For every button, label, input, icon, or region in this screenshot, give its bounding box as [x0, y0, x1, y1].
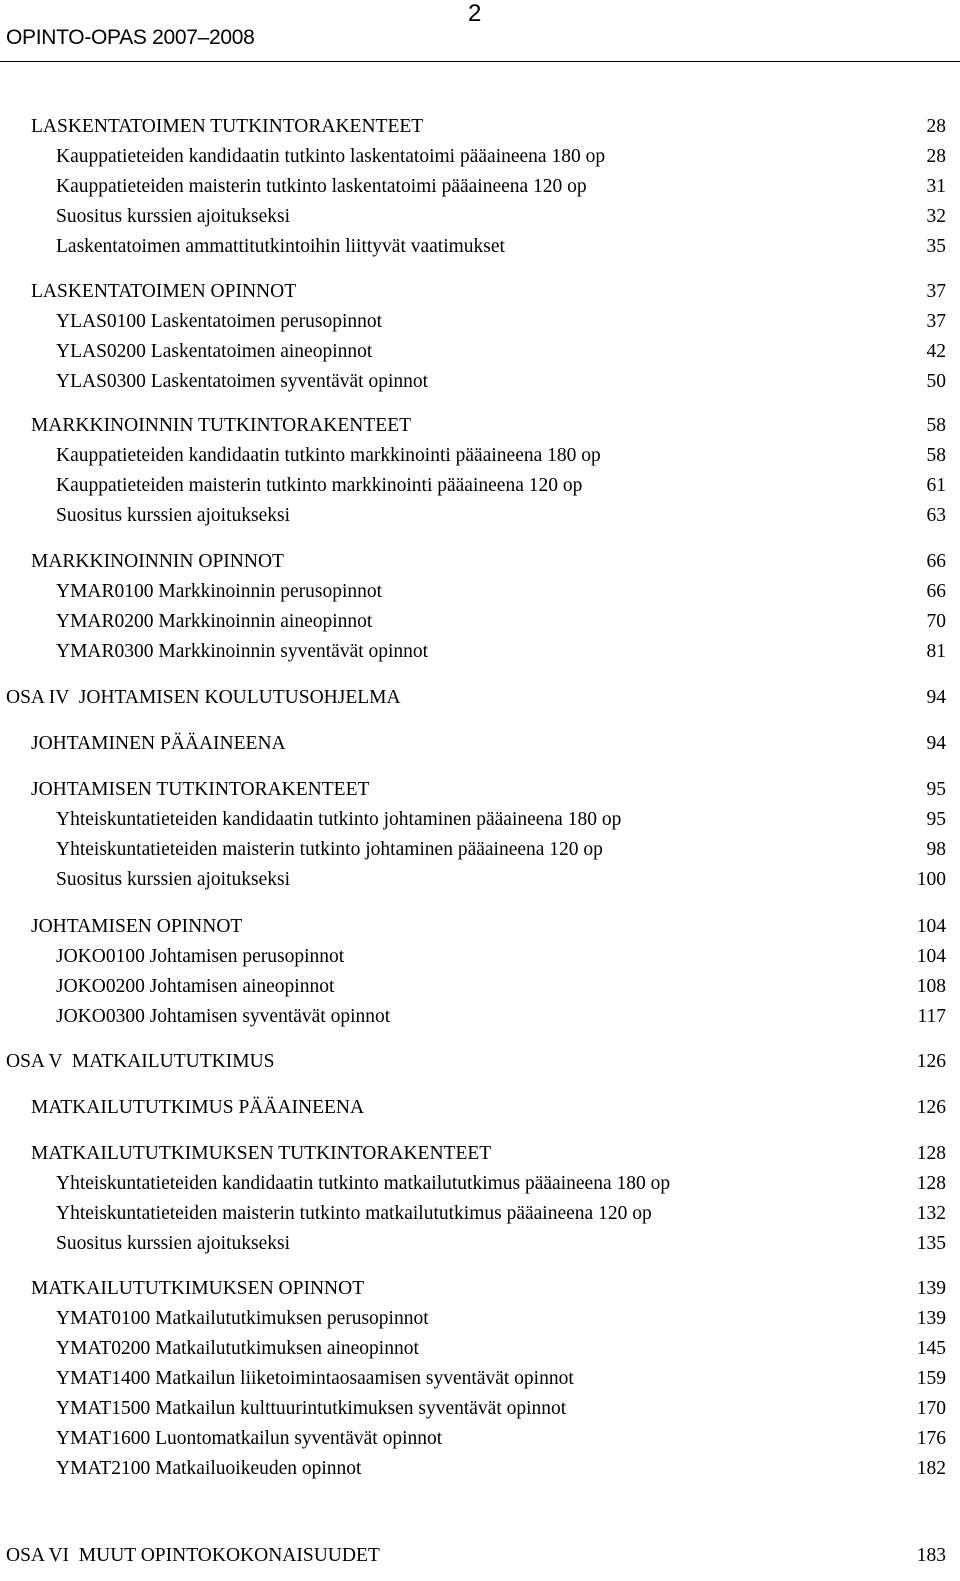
toc-entry-page: 28: [926, 146, 946, 167]
toc-entry-page: 139: [916, 1308, 946, 1329]
toc-entry[interactable]: [0, 1199, 960, 1229]
toc-entry-page: 66: [926, 581, 946, 602]
toc-entry-page: 66: [926, 551, 946, 572]
toc-entry-title: MARKKINOINNIN OPINNOT: [31, 551, 284, 572]
toc-entry-page: 183: [916, 1545, 946, 1566]
toc-entry-page: 95: [926, 779, 946, 800]
toc-entry[interactable]: [0, 411, 960, 441]
toc-entry-page: 182: [916, 1458, 946, 1479]
toc-entry-page: 32: [926, 206, 946, 227]
toc-entry[interactable]: [0, 471, 960, 501]
toc-entry-title: YMAT1500 Matkailun kulttuurintutkimuksen syventävät opinnot: [56, 1398, 567, 1419]
toc-entry-title: Yhteiskuntatieteiden kandidaatin tutkinto johtaminen pääaineena 180 op: [56, 809, 622, 830]
toc-entry-title: LASKENTATOIMEN OPINNOT: [31, 281, 297, 302]
toc-entry[interactable]: [0, 775, 960, 805]
toc-entry-title: Kauppatieteiden kandidaatin tutkinto laskentatoimi pääaineena 180 op: [56, 146, 606, 167]
toc-entry-title: YMAT1600 Luontomatkailun syventävät opinnot: [56, 1428, 443, 1449]
toc-entry-title: Yhteiskuntatieteiden kandidaatin tutkinto matkailututkimus pääaineena 180 op: [56, 1173, 671, 1194]
toc-entry-page: 108: [916, 976, 946, 997]
toc-entry[interactable]: [0, 1424, 960, 1454]
toc-entry[interactable]: [0, 1454, 960, 1484]
toc-entry-page: 128: [916, 1143, 946, 1164]
toc-entry[interactable]: [0, 1229, 960, 1259]
toc-entry-title: YMAT1400 Matkailun liiketoimintaosaamisen syventävät opinnot: [56, 1368, 574, 1389]
toc-entry-title: MATKAILUTUTKIMUS PÄÄAINEENA: [31, 1097, 365, 1118]
toc-entry[interactable]: [0, 1304, 960, 1334]
toc-entry-title: YLAS0300 Laskentatoimen syventävät opinnot: [56, 371, 429, 392]
toc-entry[interactable]: [0, 805, 960, 835]
toc-entry-title: YMAR0100 Markkinoinnin perusopinnot: [56, 581, 383, 602]
toc-entry-page: 70: [926, 611, 946, 632]
toc-entry-page: 159: [916, 1368, 946, 1389]
toc-entry[interactable]: [0, 1334, 960, 1364]
toc-entry-title: JOKO0200 Johtamisen aineopinnot: [56, 976, 335, 997]
toc-entry-page: 117: [917, 1006, 946, 1027]
toc-entry-title: Suositus kurssien ajoitukseksi: [56, 206, 291, 227]
toc-entry-page: 95: [926, 809, 946, 830]
toc-entry[interactable]: [0, 729, 960, 759]
toc-entry[interactable]: [0, 501, 960, 531]
toc-entry-page: 176: [916, 1428, 946, 1449]
toc-entry-title: MATKAILUTUTKIMUKSEN TUTKINTORAKENTEET: [31, 1143, 492, 1164]
toc-entry[interactable]: [0, 172, 960, 202]
toc-entry-page: 128: [916, 1173, 946, 1194]
toc-entry-page: 94: [926, 687, 946, 708]
toc-entry-title: YLAS0200 Laskentatoimen aineopinnot: [56, 341, 373, 362]
toc-entry-title: JOKO0300 Johtamisen syventävät opinnot: [56, 1006, 391, 1027]
toc-entry[interactable]: [0, 337, 960, 367]
toc-entry-page: 58: [926, 415, 946, 436]
toc-entry-page: 104: [916, 946, 946, 967]
toc-entry-title: Yhteiskuntatieteiden maisterin tutkinto johtaminen pääaineena 120 op: [56, 839, 603, 860]
toc-entry-title: OSA V MATKAILUTUTKIMUS: [6, 1051, 275, 1072]
toc-entry[interactable]: [0, 142, 960, 172]
toc-entry[interactable]: [0, 972, 960, 1002]
toc-entry-title: LASKENTATOIMEN TUTKINTORAKENTEET: [31, 116, 424, 137]
toc-entry-page: 35: [926, 236, 946, 257]
toc-entry[interactable]: [0, 1169, 960, 1199]
toc-entry[interactable]: [0, 1093, 960, 1123]
toc-entry-title: Yhteiskuntatieteiden maisterin tutkinto matkailututkimus pääaineena 120 op: [56, 1203, 652, 1224]
toc-entry[interactable]: [0, 942, 960, 972]
toc-entry[interactable]: [0, 202, 960, 232]
toc-entry-page: 81: [926, 641, 946, 662]
toc-entry-page: 31: [926, 176, 946, 197]
toc-entry[interactable]: [0, 307, 960, 337]
toc-entry[interactable]: [0, 277, 960, 307]
toc-entry[interactable]: [0, 1139, 960, 1169]
toc-entry[interactable]: [0, 912, 960, 942]
toc-entry[interactable]: [0, 441, 960, 471]
toc-entry[interactable]: [0, 112, 960, 142]
toc-entry-title: MARKKINOINNIN TUTKINTORAKENTEET: [31, 415, 412, 436]
toc-entry[interactable]: [0, 1394, 960, 1424]
toc-entry[interactable]: [0, 865, 960, 895]
toc-entry-title: JOKO0100 Johtamisen perusopinnot: [56, 946, 345, 967]
toc-entry-title: Suositus kurssien ajoitukseksi: [56, 1233, 291, 1254]
toc-entry-page: 100: [916, 869, 946, 890]
toc-entry[interactable]: [0, 577, 960, 607]
toc-entry[interactable]: [0, 637, 960, 667]
toc-entry[interactable]: [0, 1047, 960, 1077]
header-title: OPINTO-OPAS 2007–2008: [6, 26, 255, 49]
toc-entry-title: YMAT0100 Matkailututkimuksen perusopinnot: [56, 1308, 429, 1329]
toc-entry-title: Suositus kurssien ajoitukseksi: [56, 869, 291, 890]
toc-entry-title: OSA VI MUUT OPINTOKOKONAISUUDET: [6, 1545, 380, 1566]
toc-entry-page: 63: [926, 505, 946, 526]
toc-entry-title: JOHTAMISEN TUTKINTORAKENTEET: [31, 779, 370, 800]
toc-entry-title: JOHTAMINEN PÄÄAINEENA: [31, 733, 286, 754]
toc-entry-title: Kauppatieteiden kandidaatin tutkinto markkinointi pääaineena 180 op: [56, 445, 601, 466]
toc-entry[interactable]: [0, 1274, 960, 1304]
toc-entry-title: YLAS0100 Laskentatoimen perusopinnot: [56, 311, 383, 332]
toc-entry-title: JOHTAMISEN OPINNOT: [31, 916, 243, 937]
toc-entry-page: 135: [916, 1233, 946, 1254]
toc-entry[interactable]: [0, 547, 960, 577]
toc-entry-page: 132: [916, 1203, 946, 1224]
toc-entry[interactable]: [0, 683, 960, 713]
toc-entry-page: 58: [926, 445, 946, 466]
toc-entry-page: 42: [926, 341, 946, 362]
page-number: 2: [468, 0, 482, 27]
toc-entry-page: 126: [916, 1097, 946, 1118]
toc-entry-page: 145: [916, 1338, 946, 1359]
toc-entry-title: MATKAILUTUTKIMUKSEN OPINNOT: [31, 1278, 365, 1299]
toc-entry-title: Kauppatieteiden maisterin tutkinto markkinointi pääaineena 120 op: [56, 475, 583, 496]
toc-entry[interactable]: [0, 1364, 960, 1394]
toc-entry-page: 50: [926, 371, 946, 392]
toc-entry-page: 94: [926, 733, 946, 754]
toc-entry[interactable]: [0, 835, 960, 865]
toc-entry-page: 98: [926, 839, 946, 860]
toc-entry[interactable]: [0, 1541, 960, 1571]
toc-entry-page: 126: [916, 1051, 946, 1072]
toc-entry-title: Laskentatoimen ammattitutkintoihin liittyvät vaatimukset: [56, 236, 505, 257]
toc-entry-title: YMAR0300 Markkinoinnin syventävät opinnot: [56, 641, 429, 662]
toc-entry-title: YMAR0200 Markkinoinnin aineopinnot: [56, 611, 373, 632]
toc-entry[interactable]: [0, 607, 960, 637]
toc-entry-page: 139: [916, 1278, 946, 1299]
toc-entry-title: Kauppatieteiden maisterin tutkinto laskentatoimi pääaineena 120 op: [56, 176, 587, 197]
toc-entry[interactable]: [0, 1002, 960, 1032]
toc-entry[interactable]: [0, 367, 960, 397]
toc-entry-page: 37: [926, 281, 946, 302]
toc-entry[interactable]: [0, 232, 960, 262]
toc-entry-page: 170: [916, 1398, 946, 1419]
toc-entry-title: Suositus kurssien ajoitukseksi: [56, 505, 291, 526]
toc-entry-title: YMAT0200 Matkailututkimuksen aineopinnot: [56, 1338, 419, 1359]
toc-entry-title: OSA IV JOHTAMISEN KOULUTUSOHJELMA: [6, 687, 401, 708]
toc-entry-page: 61: [926, 475, 946, 496]
toc-entry-title: YMAT2100 Matkailuoikeuden opinnot: [56, 1458, 362, 1479]
toc-entry-page: 104: [916, 916, 946, 937]
toc-entry-page: 37: [926, 311, 946, 332]
toc-entry-page: 28: [926, 116, 946, 137]
